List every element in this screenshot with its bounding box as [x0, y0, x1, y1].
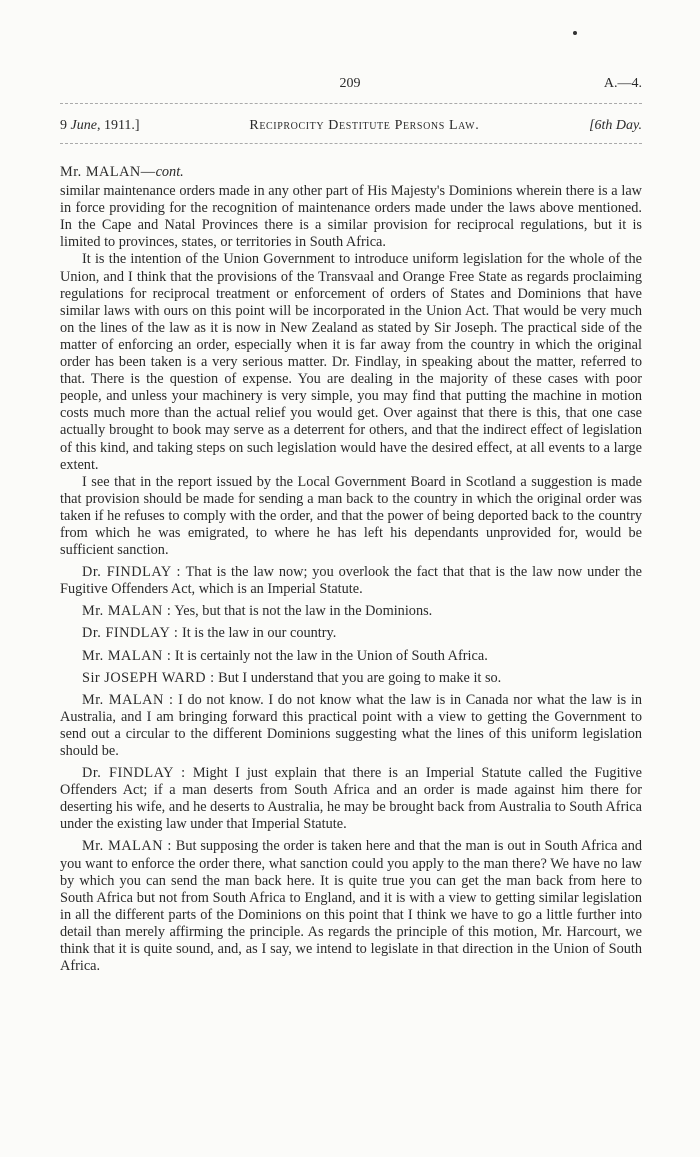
document-code: A.—4. [603, 76, 642, 91]
dialogue-entry [60, 838, 642, 975]
ink-dot [573, 31, 577, 35]
header-title: Reciprocity Destitute Persons Law. [249, 118, 480, 133]
speaker-continuation: Mr. MALAN—cont. [60, 164, 184, 180]
speaker-name: Dr. FINDLAY : [82, 625, 179, 642]
paragraph: It is the intention of the Union Government to introduce uniform legislation for the whole of the Union, and I think that the provisions of the Transvaal and Orange Free State as regards proclaiming regulations for reciprocal treatment or enforcement of orders of States and Dominions that have similar laws with ours on this point will be incorporated in the Union Act. That would be very much on the lines of the law as it is now in New Zealand as stated by Sir Joseph. The practical side of the matter of enforcing an order, especially when it is far away from the country in which the original order has been taken is a very serious matter. Dr. Findlay, in speaking about the matter, referred to that. There is the question of expense. You are dealing in the majority of these cases with poor people, and unless your machinery is very simple, you may find that putting the machine in motion costs much more than the actual relief you would get. Over against that there is this, that one case actually brought to book may serve as a deterrent for others, and that the indirect effect of legislation of this kind, and taking steps on such legislation would have the desired effect, at all events to a large extent. [60, 251, 642, 473]
header-date: 9 June, 1911.] [60, 118, 140, 133]
speaker-name: Dr. FINDLAY : [82, 765, 186, 782]
page-number: 209 [339, 76, 361, 91]
speaker-name: Mr. MALAN : [82, 647, 172, 664]
running-header [60, 118, 642, 134]
speech-text: It is certainly not the law in the Union of South Africa. [174, 647, 488, 664]
paragraph: I see that in the report issued by the Local Government Board in Scotland a suggestion is made that provision should be made for sending a man back to the country in which the original order was taken if he refuses to comply with the order, and that the power of being deported back to the country from which he was emigrated, to where he has left his dependants unprovided for, would be sufficient sanction. [60, 473, 642, 559]
speaker-name: Dr. FINDLAY : [82, 564, 181, 581]
header-day-label: [6th Day. [589, 118, 642, 133]
speech-text: That is the law now; you overlook the fact that that is the law now under the Fugitive Offenders Act, which is an Imperial Statute. [60, 564, 642, 598]
dialogue-entry [60, 670, 642, 687]
header-rule-top [60, 103, 642, 104]
dialogue-entry [60, 648, 642, 665]
speaker-name: Mr. MALAN : [82, 838, 172, 855]
speech-text: Yes, but that is not the law in the Dominions. [174, 603, 433, 620]
speech-text: Might I just explain that there is an Imperial Statute called the Fugitive Offenders Act; if a man deserts from South Africa and an order is made against him there for deserting his wife, and he deserts to Australia, he may be brought back from Australia to South Africa under the existing law under that Imperial Statute. [60, 765, 642, 833]
speech-text: It is the law in our country. [181, 625, 337, 642]
speaker-name: Mr. MALAN : [82, 603, 172, 620]
dialogue-entry [60, 564, 642, 598]
speech-text: But I understand that you are going to make it so. [218, 669, 502, 686]
paragraph: similar maintenance orders made in any other part of His Majesty's Dominions wherein there is a law in force providing for the recognition of maintenance orders made under the laws above mentioned. In the Cape and Natal Provinces there is a similar provision for reciprocal regulations, but it is limited to provinces, states, or territories in South Africa. [60, 183, 642, 251]
header-rule-bottom [60, 143, 642, 144]
speech-text: I do not know. I do not know what the law is in Canada nor what the law is in Australia, and I am bringing forward this practical point with a view to getting the Government to send out a circular to the different Dominions suggesting what the lines of this uniform legislation should be. [60, 691, 642, 759]
speaker-name: Sir JOSEPH WARD : [82, 669, 215, 686]
speech-text: But supposing the order is taken here and that the man is out in South Africa and you want to enforce the order there, what sanction could you apply to the man there? We have no law by which you can send the man back here. It is quite true you can get the man back from here to South Africa but not from South Africa to England, and it is with a view to getting similar legislation in all the different parts of the Dominions on this point that I think we have to go a little further into detail than merely affirming the principle. As regards the principle of this motion, Mr. Harcourt, we think that it is quite sound, and, as I say, we intend to legislate in that direction in the Union of South Africa. [60, 838, 642, 975]
transcript-body [60, 164, 642, 980]
speaker-name: Mr. MALAN : [82, 691, 174, 708]
dialogue-entry [60, 625, 642, 642]
dialogue-entry [60, 603, 642, 620]
dialogue-entry [60, 765, 642, 833]
dialogue-entry [60, 692, 642, 760]
